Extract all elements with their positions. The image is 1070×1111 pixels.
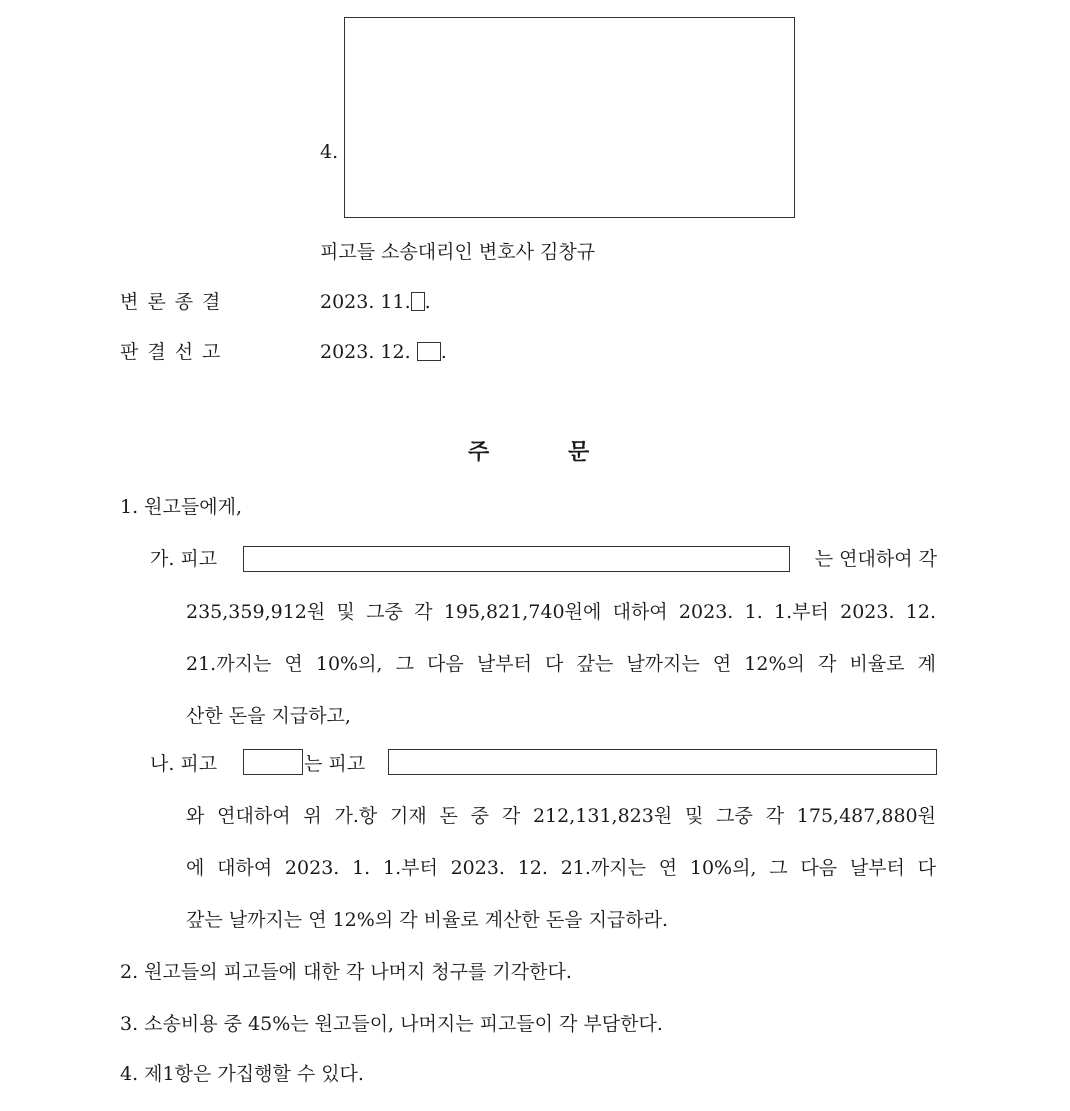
redacted-defendant-box — [388, 749, 937, 775]
item1a-prefix: 가. 피고 — [150, 548, 218, 570]
closing-label: 변론종결 — [120, 291, 230, 313]
item1a-line3: 21.까지는 연 10%의, 그 다음 날부터 다 갚는 날까지는 연 12%의 각 비율로 계 — [186, 653, 936, 675]
redacted-party-box — [344, 17, 795, 218]
closing-date-value: 2023. 11. — [320, 291, 411, 313]
order-item-4: 4. 제1항은 가집행할 수 있다. — [120, 1063, 364, 1085]
redacted-day-box — [411, 292, 425, 311]
item1b-line4: 갚는 날까지는 연 12%의 각 비율로 계산한 돈을 지급하라. — [186, 909, 669, 931]
item1a-suffix: 는 연대하여 각 — [814, 548, 937, 570]
order-title-left: 주 — [468, 439, 490, 465]
item1b-prefix: 나. 피고 — [150, 753, 218, 775]
redacted-defendant-box — [243, 546, 790, 572]
counsel-line: 피고들 소송대리인 변호사 김창규 — [320, 241, 596, 263]
item1b-line2: 와 연대하여 위 가.항 기재 돈 중 각 212,131,823원 및 그중 각 175,487,880원 — [186, 805, 936, 827]
judgment-date-value: 2023. 12. — [320, 341, 411, 363]
item1a-line2: 235,359,912원 및 그중 각 195,821,740원에 대하여 2023. 1. 1.부터 2023. 12. — [186, 601, 936, 623]
judgment-date: 2023. 12. . — [320, 341, 447, 363]
judgment-label: 판결선고 — [120, 341, 230, 363]
party-item-number: 4. — [320, 141, 339, 163]
redacted-defendant-box — [243, 749, 303, 775]
order-title-right: 문 — [568, 439, 590, 465]
item1b-line3: 에 대하여 2023. 1. 1.부터 2023. 12. 21.까지는 연 10%의, 그 다음 날부터 다 — [186, 857, 936, 879]
order-item-3: 3. 소송비용 중 45%는 원고들이, 나머지는 피고들이 각 부담한다. — [120, 1013, 663, 1035]
redacted-day-box — [417, 342, 441, 361]
order-item-2: 2. 원고들의 피고들에 대한 각 나머지 청구를 기각한다. — [120, 961, 572, 983]
order-item-1: 1. 원고들에게, — [120, 496, 242, 518]
item1b-mid: 는 피고 — [304, 753, 366, 775]
closing-date: 2023. 11. . — [320, 291, 431, 313]
item1a-line4: 산한 돈을 지급하고, — [186, 705, 351, 727]
